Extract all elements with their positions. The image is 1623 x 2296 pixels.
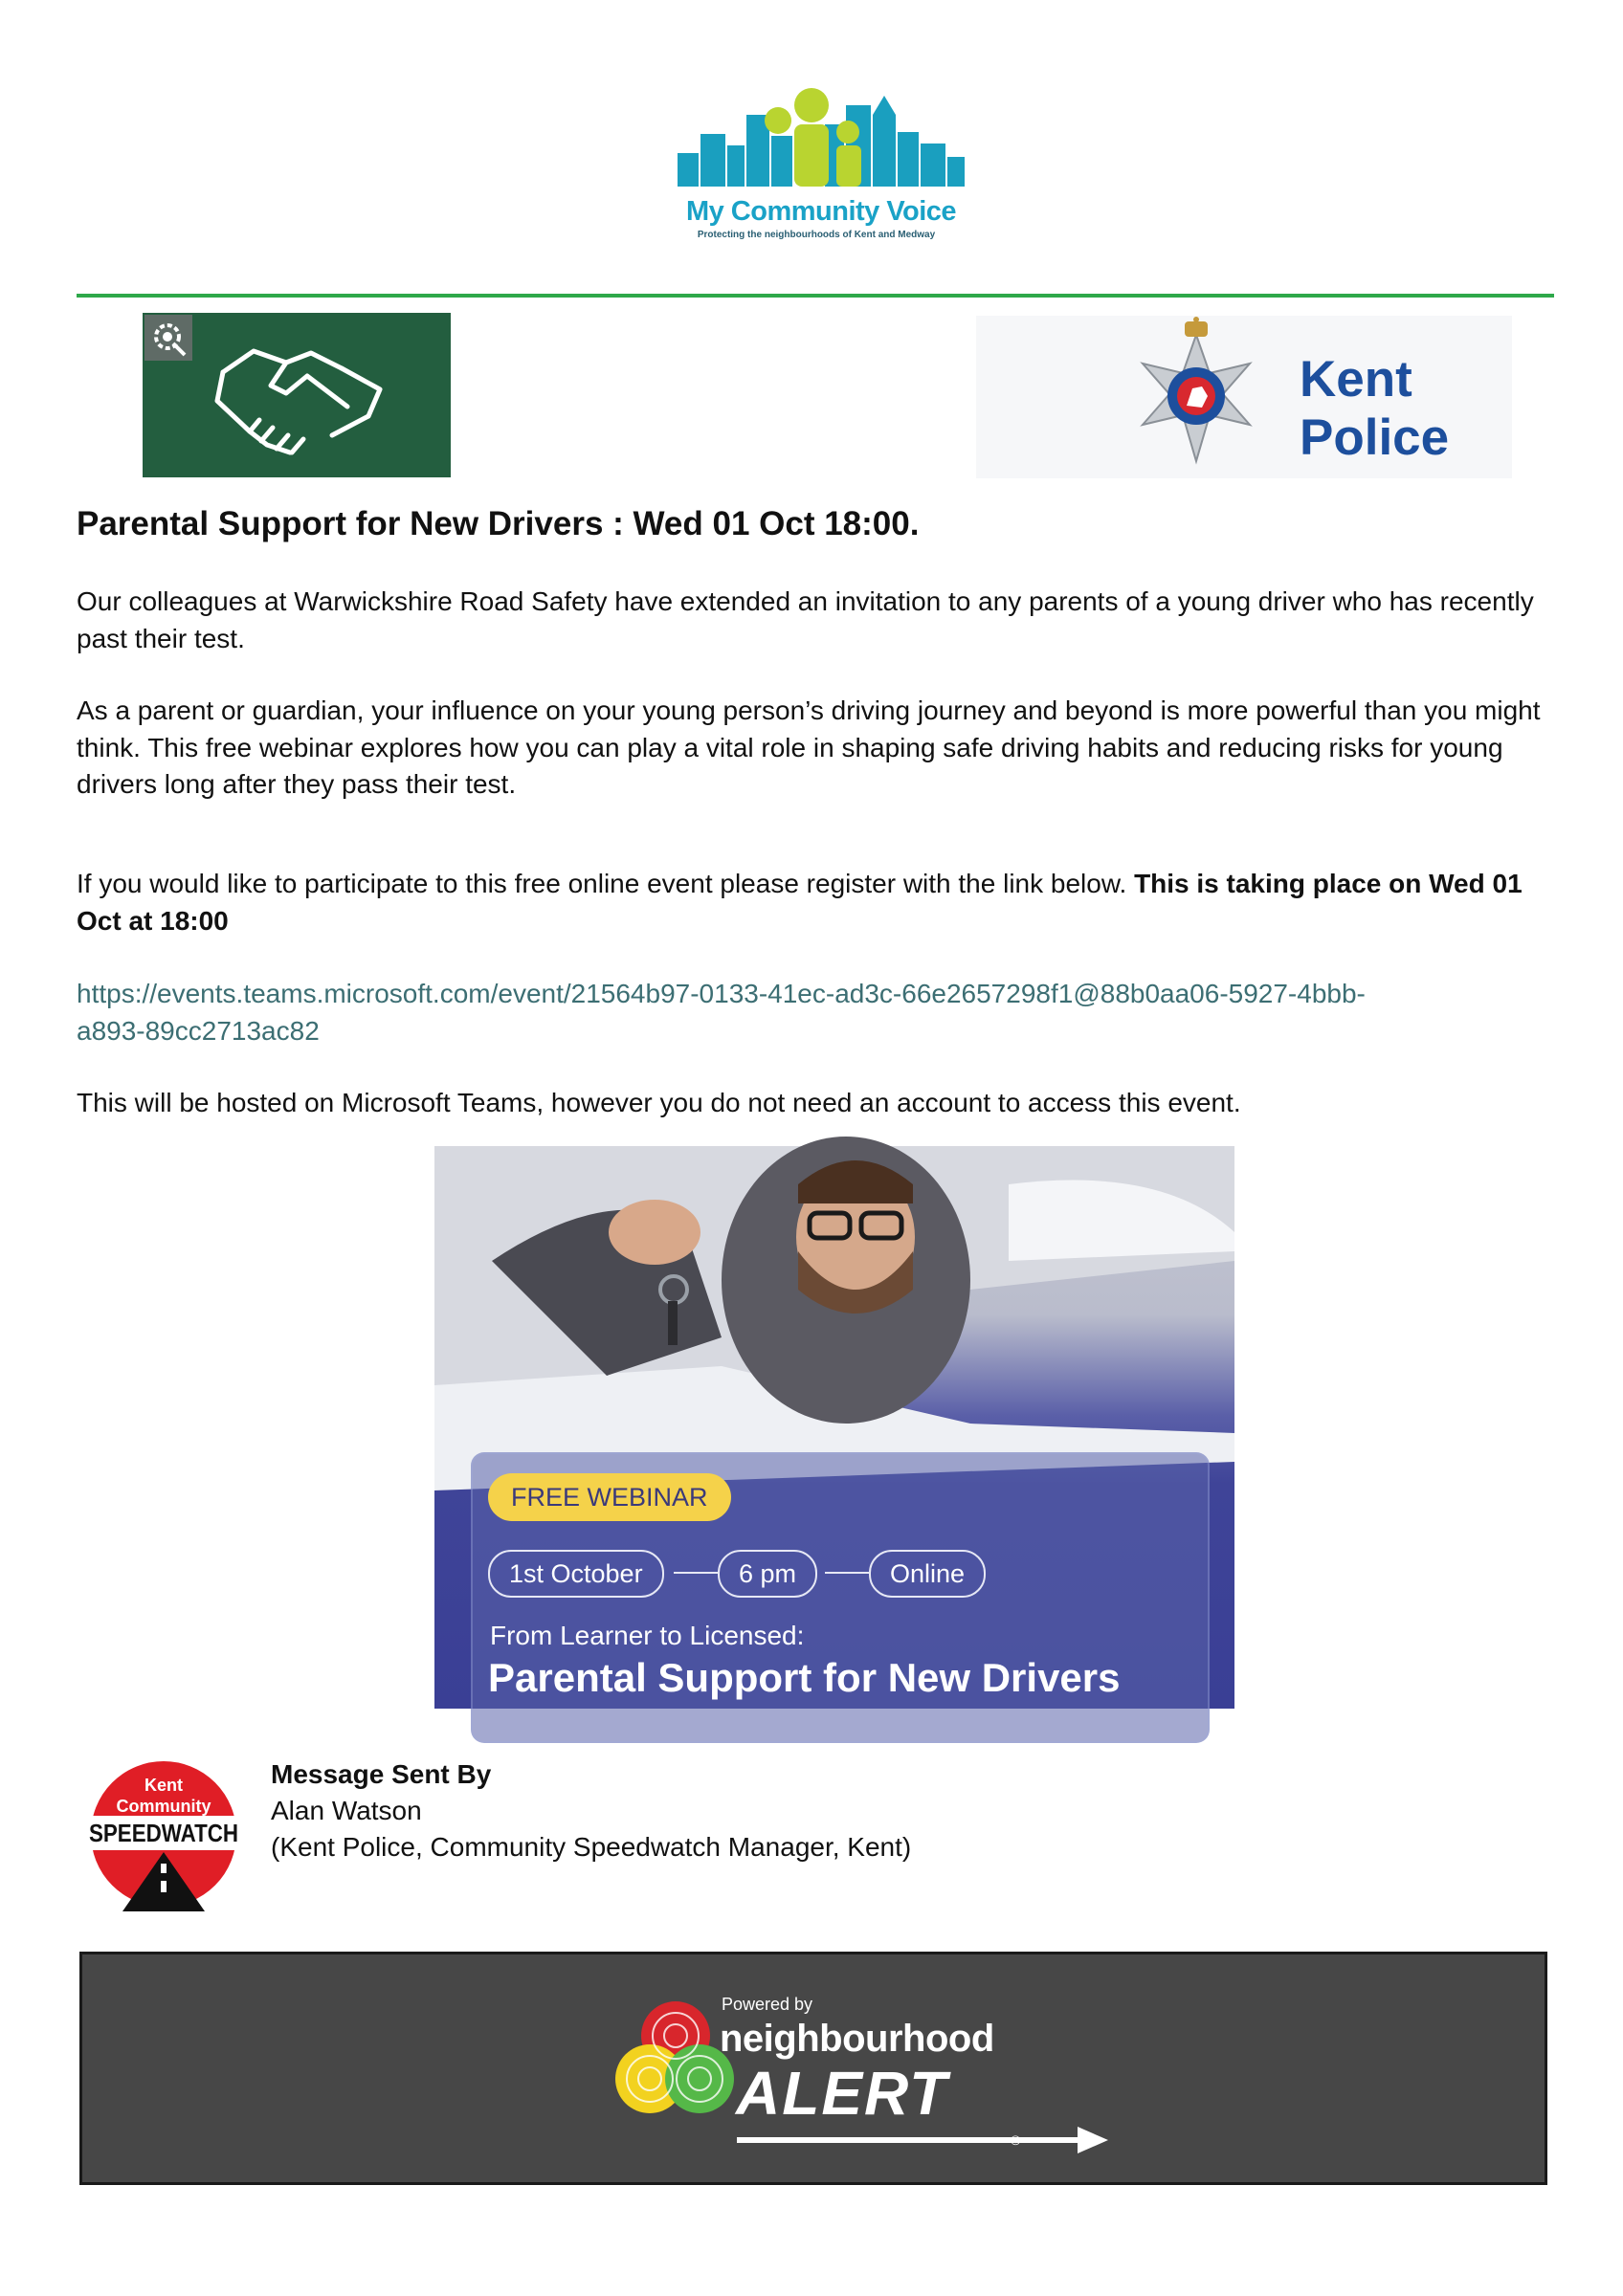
brand-tagline: Protecting the neighbourhoods of Kent and Medway — [697, 230, 936, 240]
registration-link-line2[interactable]: a893-89cc2713ac82 — [77, 1015, 320, 1046]
copyright-mark: © — [1011, 2132, 1021, 2148]
registration-link[interactable] — [77, 976, 1550, 1049]
teams-note-paragraph: This will be hosted on Microsoft Teams, however you do not need an account to access this event. — [77, 1088, 1241, 1117]
kent-police-wordmark — [1300, 350, 1449, 467]
sender-role: (Kent Police, Community Speedwatch Manager, Kent) — [271, 1832, 912, 1862]
registration-link-line1[interactable]: https://events.teams.microsoft.com/event/21564b97-0133-41ec-ad3c-66e2657298f1@88b0aa06-5927-4bbb- — [77, 979, 1366, 1008]
pill-connector — [674, 1572, 718, 1574]
time-pill: 6 pm — [718, 1550, 817, 1598]
powered-by-label: Powered by — [722, 1995, 813, 2014]
brand-name: My Community Voice — [685, 196, 957, 227]
date-pill: 1st October — [488, 1550, 664, 1598]
pill-connector — [825, 1572, 869, 1574]
intro-paragraph: Our colleagues at Warwickshire Road Safety have extended an invitation to any parents of a young driver who has recently past their test. — [77, 586, 1534, 653]
kent-police-logo — [976, 316, 1512, 478]
location-pill: Online — [869, 1550, 986, 1598]
handshake-panel — [143, 313, 451, 477]
sender-heading: Message Sent By — [271, 1759, 492, 1789]
handshake-icon — [217, 351, 380, 453]
neighbourhood-alert-banner — [79, 1952, 1547, 2185]
webinar-title: Parental Support for New Drivers — [488, 1655, 1121, 1700]
registration-text: If you would like to participate to this free online event please register with the link below. — [77, 869, 1135, 898]
speedwatch-logo-line3: SPEEDWATCH — [89, 1819, 238, 1847]
registration-paragraph — [77, 866, 1550, 939]
header-divider — [77, 294, 1554, 298]
arrow-icon — [733, 2121, 1116, 2159]
webinar-promo-image — [434, 1146, 1234, 1709]
settings-gear-icon — [145, 315, 192, 361]
influence-paragraph: As a parent or guardian, your influence on your young person’s driving journey and beyond is more powerful than you might think. This free webinar explores how you can play a vital role in shaping safe driving habits and reducing risks for young drivers long after they pass their test. — [77, 695, 1541, 799]
neighbourhood-wordmark: neighbourhood — [720, 2018, 994, 2060]
community-speedwatch-logo — [82, 1753, 245, 1915]
speedwatch-logo-line2: Community — [116, 1797, 211, 1816]
kent-police-line2: Police — [1300, 409, 1450, 466]
sender-name: Alan Watson — [271, 1796, 422, 1825]
speedwatch-logo-line1: Kent — [145, 1776, 183, 1795]
city-skyline-icon — [658, 77, 974, 196]
kent-police-line1: Kent — [1300, 351, 1412, 408]
webinar-subtitle: From Learner to Licensed: — [490, 1621, 805, 1650]
event-datetime-text: This is taking place on Wed 01 Oct at 18:00 — [77, 869, 1523, 936]
page-title: Parental Support for New Drivers : Wed 01 Oct 18:00. — [77, 505, 920, 542]
my-community-voice-logo — [658, 77, 974, 258]
alert-wordmark: ALERT — [736, 2059, 949, 2128]
free-webinar-badge: FREE WEBINAR — [488, 1473, 731, 1521]
police-star-badge-icon — [1120, 318, 1273, 475]
